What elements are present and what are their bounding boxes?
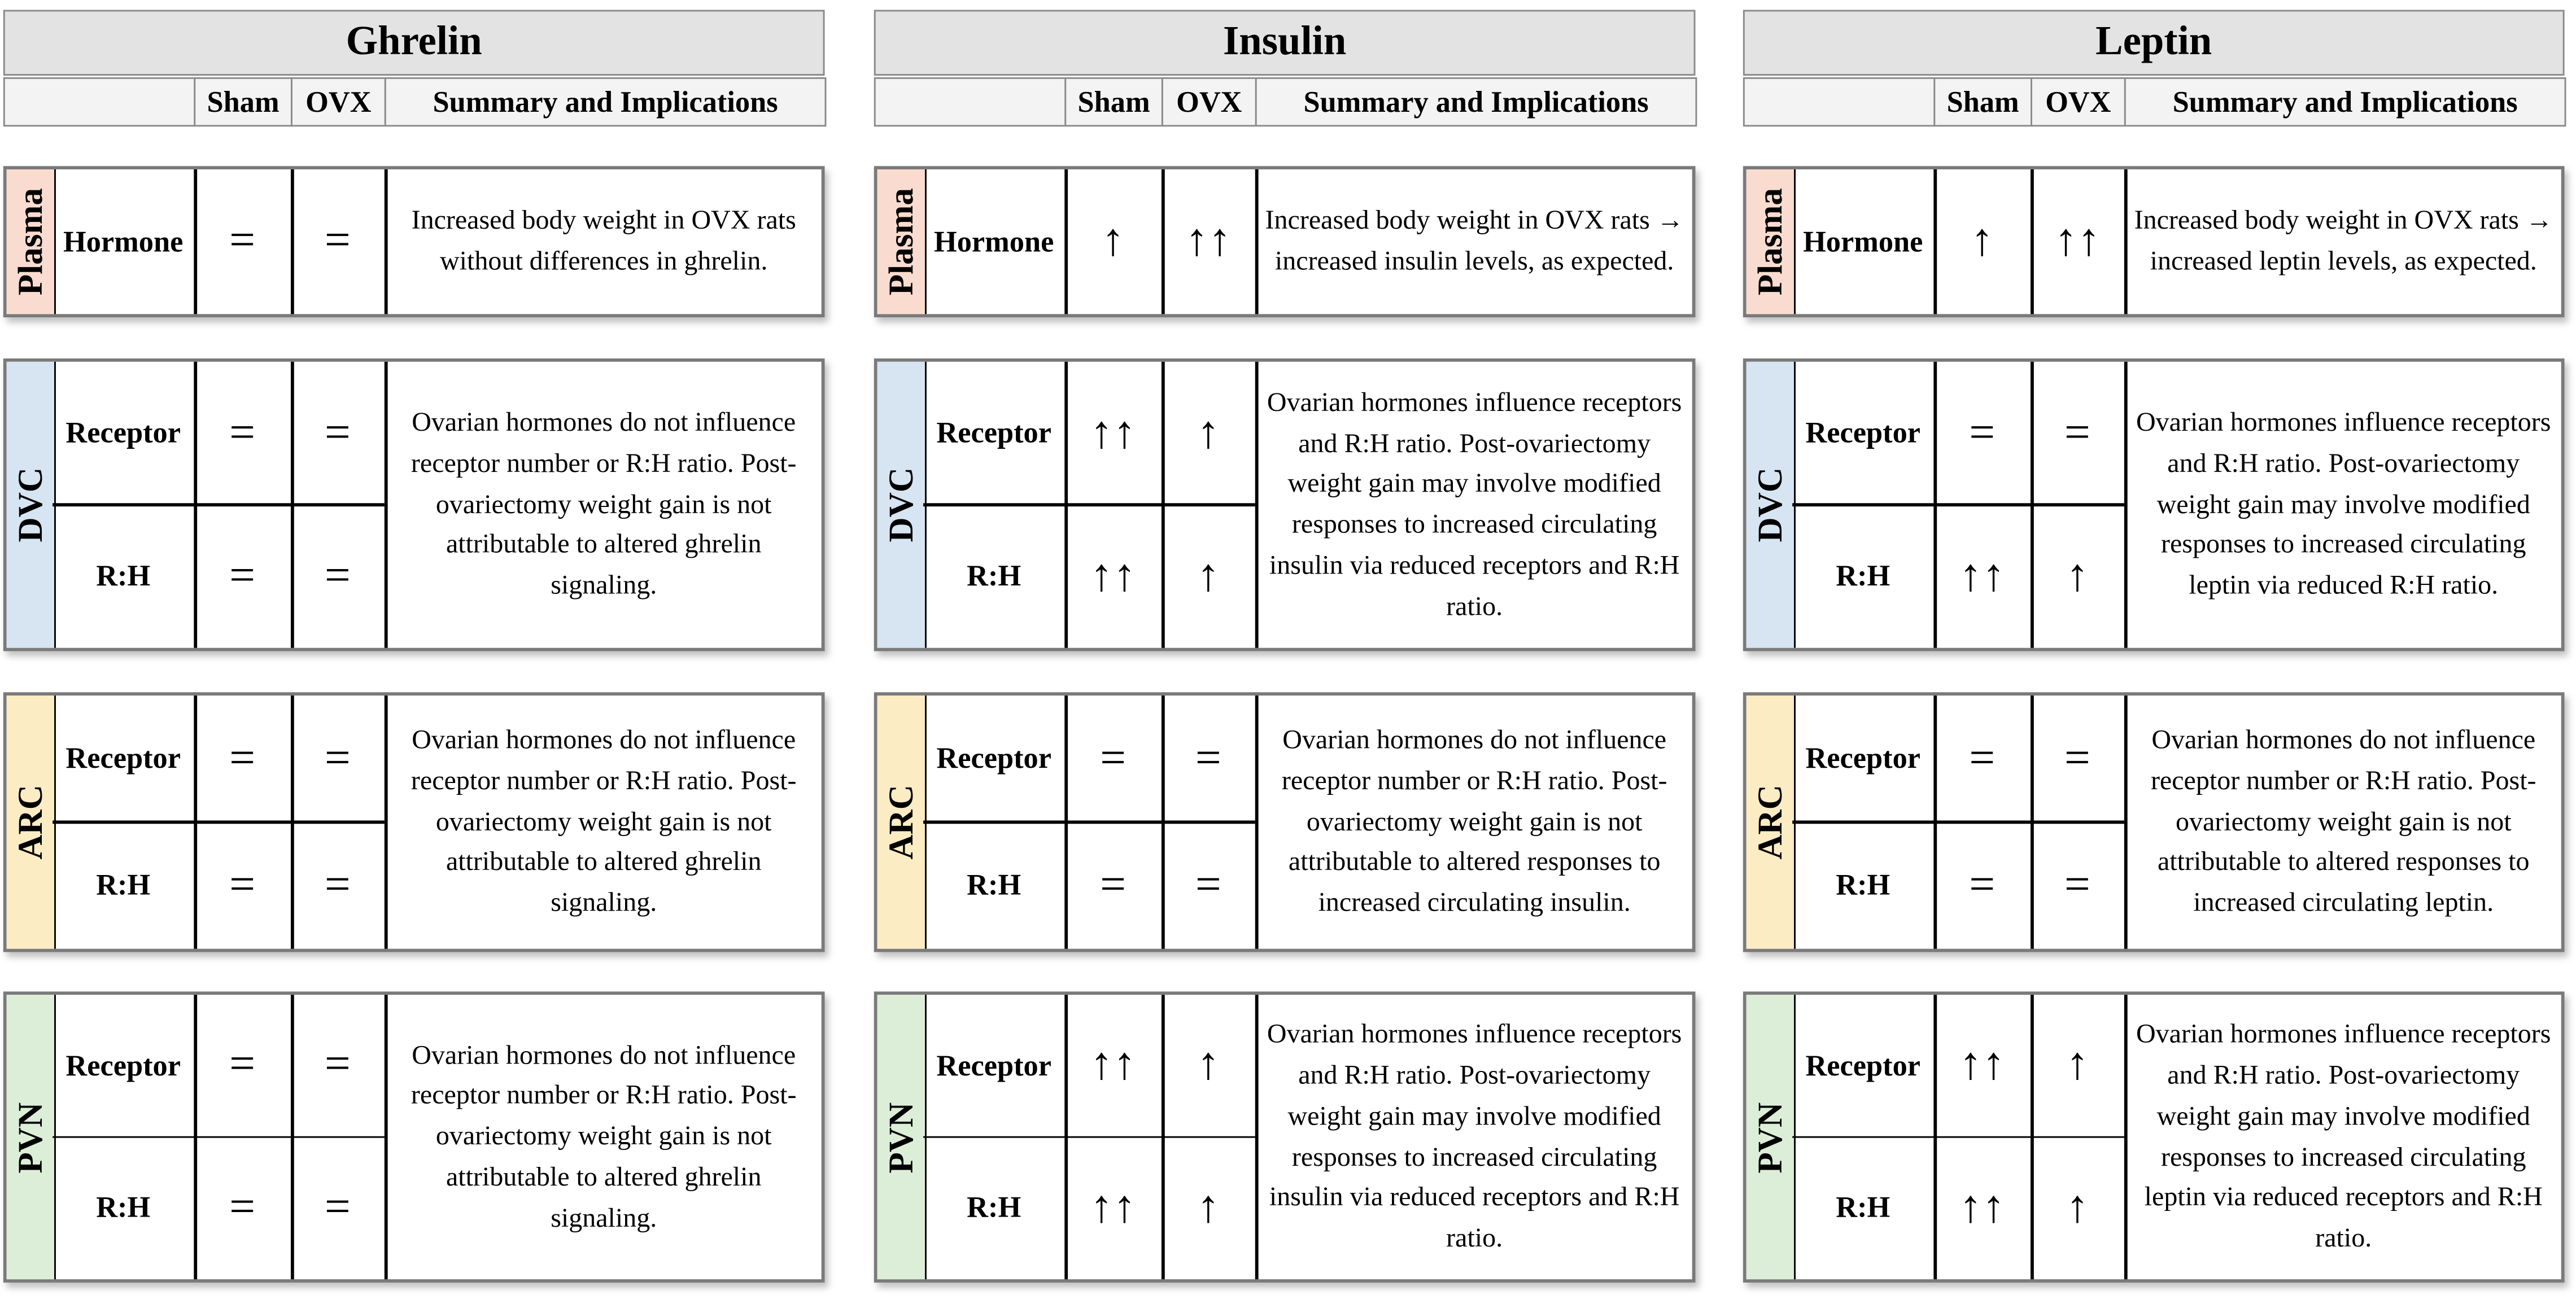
sham-value: = <box>1100 732 1127 784</box>
region-label: Plasma <box>1749 188 1789 296</box>
row-label: Receptor <box>1805 1048 1921 1082</box>
ovx-value: = <box>324 550 351 601</box>
region-strip <box>7 696 56 949</box>
column-header-ovx: OVX <box>291 77 386 126</box>
column-header-summary: Summary and Implications <box>385 77 827 126</box>
region-strip <box>1747 362 1796 648</box>
sham-value: = <box>229 732 256 784</box>
summary-text: Ovarian hormones do not influence receptor number or R:H ratio. Post-ovariectomy weight gain is not attributable to altered ghrelin signaling. <box>411 1038 797 1233</box>
ovx-value: = <box>324 215 351 266</box>
sham-value: ↑ <box>1101 215 1125 266</box>
sham-value: ↑↑ <box>1090 406 1136 458</box>
region-strip <box>7 362 56 648</box>
region-section-pvn <box>3 991 825 1283</box>
ovx-value: = <box>324 1182 351 1233</box>
sham-value: ↑ <box>1970 215 1994 266</box>
region-section-arc <box>1743 692 2565 952</box>
row-label: R:H <box>1836 559 1890 592</box>
region-strip <box>877 995 927 1279</box>
region-section-dvc <box>1743 358 2565 651</box>
region-strip <box>877 362 927 648</box>
region-section-plasma <box>874 166 1696 317</box>
panel-insulin <box>874 0 1696 1299</box>
hdr-blank <box>3 77 195 126</box>
region-strip <box>877 696 927 949</box>
region-label: ARC <box>10 785 50 860</box>
region-strip <box>1747 995 1796 1279</box>
row-label: Hormone <box>63 224 184 257</box>
summary-text: Ovarian hormones influence receptors and R:H ratio. Post-ovariectomy weight gain may involve modified responses to increased circulating leptin via reduced R:H ratio. <box>2136 406 2551 601</box>
ovx-value: ↑ <box>1197 550 1220 601</box>
row-label: R:H <box>96 868 151 902</box>
row-label: Receptor <box>66 741 181 775</box>
ovx-value: = <box>324 859 351 911</box>
summary-text: Increased body weight in OVX rats → increased leptin levels, as expected. <box>2134 204 2553 277</box>
sham-value: = <box>1969 732 1996 784</box>
column-header-sham: Sham <box>194 77 292 126</box>
row-label: Receptor <box>1805 741 1921 775</box>
panel-ghrelin <box>3 0 825 1299</box>
region-section-arc <box>874 692 1696 952</box>
sham-value: ↑↑ <box>1090 1182 1136 1233</box>
region-strip <box>7 169 56 314</box>
sham-value: = <box>1969 406 1996 458</box>
panel-title: Ghrelin <box>3 10 825 76</box>
region-label: ARC <box>1749 785 1789 860</box>
sham-value: = <box>1969 859 1996 911</box>
sham-value: ↑↑ <box>1959 1182 2005 1233</box>
sham-value: = <box>229 1039 256 1091</box>
ovx-value: = <box>2064 732 2090 784</box>
ovx-value: ↑ <box>2066 550 2089 601</box>
row-label: Hormone <box>933 224 1054 257</box>
row-label: R:H <box>967 559 1021 592</box>
ovx-value: ↑ <box>2066 1182 2089 1233</box>
row-label: Receptor <box>1805 415 1921 449</box>
ovx-value: = <box>1195 859 1221 911</box>
column-header-sham: Sham <box>1933 77 2032 126</box>
summary-text: Ovarian hormones influence receptors and R:H ratio. Post-ovariectomy weight gain may involve modified responses to increased circulating leptin via reduced receptors and R:H ratio. <box>2136 1018 2551 1253</box>
region-section-plasma <box>3 166 825 317</box>
ovx-value: ↑ <box>1197 1182 1220 1233</box>
row-label: Receptor <box>936 415 1051 449</box>
column-header-ovx: OVX <box>1162 77 1257 126</box>
row-label: R:H <box>1836 1191 1890 1224</box>
sham-value: = <box>229 859 256 911</box>
region-strip <box>7 995 56 1279</box>
region-strip <box>1747 169 1796 314</box>
ovx-value: = <box>1195 732 1221 784</box>
ovx-value: = <box>2064 406 2090 458</box>
row-label: R:H <box>96 559 151 592</box>
ovx-value: ↑ <box>1197 1039 1220 1091</box>
summary-text: Increased body weight in OVX rats without differences in ghrelin. <box>411 204 796 277</box>
sham-value: ↑↑ <box>1959 550 2005 601</box>
region-label: DVC <box>1749 467 1789 543</box>
sham-value: ↑↑ <box>1959 1039 2005 1091</box>
row-label: R:H <box>967 868 1021 902</box>
ovx-value: = <box>324 1039 351 1091</box>
sham-value: ↑↑ <box>1090 550 1136 601</box>
row-label: Receptor <box>66 415 181 449</box>
column-header-sham: Sham <box>1064 77 1163 126</box>
sham-value: = <box>229 1182 256 1233</box>
row-label: Hormone <box>1803 224 1923 257</box>
region-section-plasma <box>1743 166 2565 317</box>
ovx-value: ↑↑ <box>2054 215 2101 266</box>
region-section-dvc <box>3 358 825 651</box>
sham-value: ↑↑ <box>1090 1039 1136 1091</box>
region-label: Plasma <box>10 188 50 296</box>
region-label: DVC <box>880 467 920 543</box>
region-strip <box>877 169 927 314</box>
region-section-pvn <box>874 991 1696 1283</box>
region-label: ARC <box>880 785 920 860</box>
row-label: Receptor <box>66 1048 181 1082</box>
row-label: R:H <box>967 1191 1021 1224</box>
row-label: Receptor <box>936 1048 1051 1082</box>
ovx-value: ↑↑ <box>1185 215 1232 266</box>
region-section-pvn <box>1743 991 2565 1283</box>
row-label: R:H <box>1836 868 1890 902</box>
region-label: PVN <box>880 1101 920 1173</box>
summary-text: Ovarian hormones do not influence receptor number or R:H ratio. Post-ovariectomy weight gain is not attributable to altered ghrelin signaling. <box>411 723 797 918</box>
column-header-summary: Summary and Implications <box>1255 77 1697 126</box>
panel-title: Insulin <box>874 10 1696 76</box>
row-label: R:H <box>96 1191 151 1224</box>
ovx-value: = <box>324 732 351 784</box>
sham-value: = <box>1100 859 1127 911</box>
panel-title: Leptin <box>1743 10 2565 76</box>
region-label: PVN <box>10 1101 50 1173</box>
ovx-value: = <box>2064 859 2090 911</box>
ovx-value: ↑ <box>2066 1039 2089 1091</box>
sham-value: = <box>229 215 256 266</box>
region-label: PVN <box>1749 1101 1789 1173</box>
region-section-dvc <box>874 358 1696 651</box>
row-label: Receptor <box>936 741 1051 775</box>
panel-leptin <box>1743 0 2565 1299</box>
summary-text: Ovarian hormones do not influence receptor number or R:H ratio. Post-ovariectomy weight gain is not attributable to altered ghrelin signaling. <box>411 406 797 601</box>
region-strip <box>1747 696 1796 949</box>
region-label: DVC <box>10 467 50 543</box>
region-label: Plasma <box>880 188 920 296</box>
hdr-blank <box>874 77 1066 126</box>
summary-text: Ovarian hormones influence receptors and R:H ratio. Post-ovariectomy weight gain may involve modified responses to increased circulating insulin via reduced receptors and R:H ratio. <box>1267 1018 1682 1253</box>
ovx-value: ↑ <box>1197 406 1220 458</box>
summary-text: Ovarian hormones influence receptors and R:H ratio. Post-ovariectomy weight gain may involve modified responses to increased circulating insulin via reduced receptors and R:H ratio. <box>1267 386 1682 621</box>
summary-text: Ovarian hormones do not influence receptor number or R:H ratio. Post-ovariectomy weight gain is not attributable to altered responses to increased circulating leptin. <box>2150 723 2536 918</box>
sham-value: = <box>229 550 256 601</box>
summary-text: Increased body weight in OVX rats → increased insulin levels, as expected. <box>1265 204 1684 277</box>
column-header-summary: Summary and Implications <box>2124 77 2566 126</box>
sham-value: = <box>229 406 256 458</box>
summary-text: Ovarian hormones do not influence receptor number or R:H ratio. Post-ovariectomy weight gain is not attributable to altered responses to increased circulating insulin. <box>1281 723 1667 918</box>
region-section-arc <box>3 692 825 952</box>
hdr-blank <box>1743 77 1935 126</box>
ovx-value: = <box>324 406 351 458</box>
column-header-ovx: OVX <box>2031 77 2126 126</box>
